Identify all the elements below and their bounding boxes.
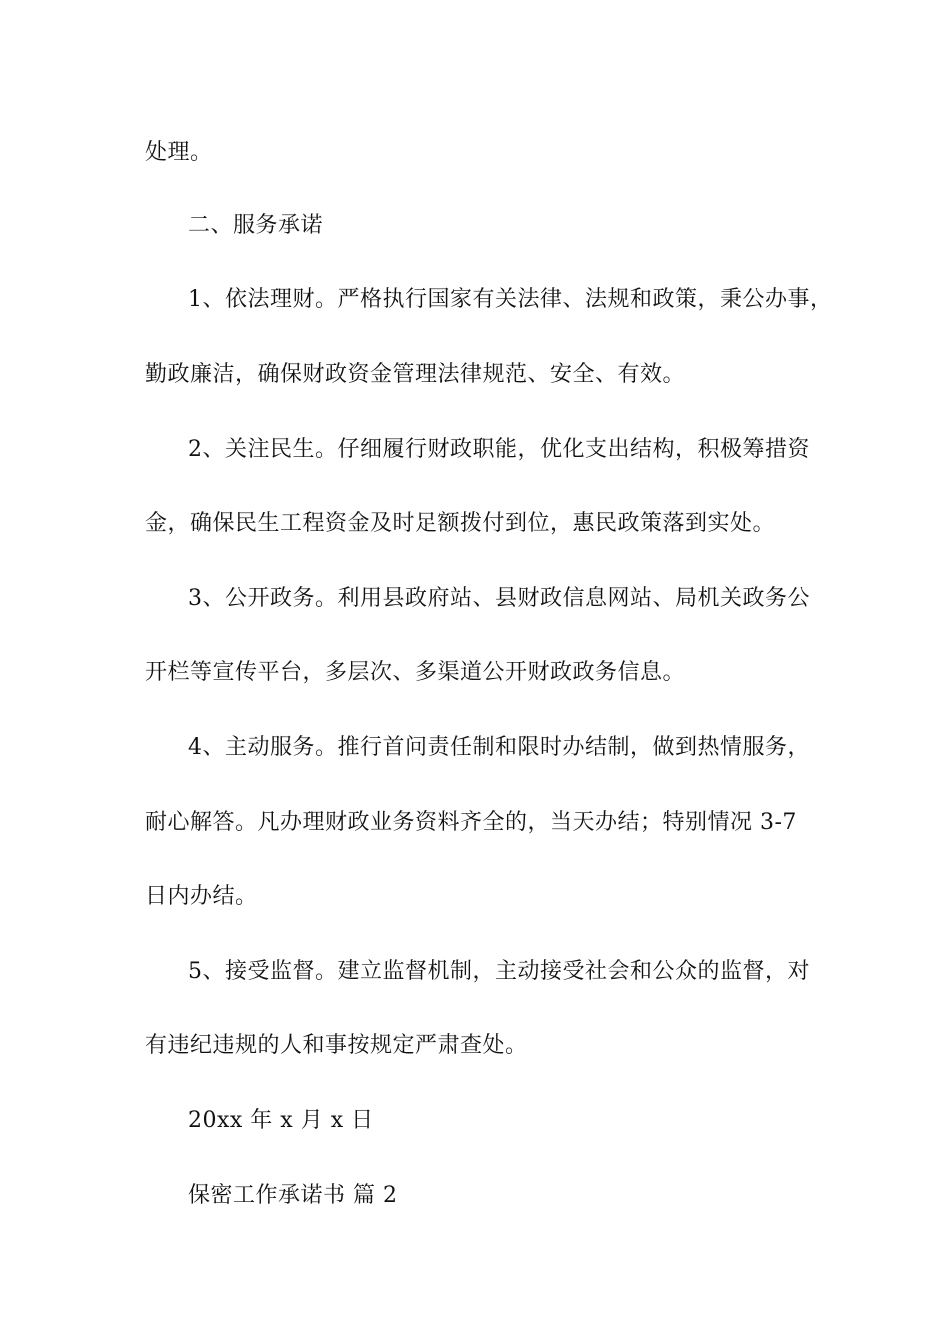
item-2-line-2: 金，确保民生工程资金及时足额拨付到位，惠民政策落到实处。 (145, 511, 776, 536)
item-4-line-3: 日内办结。 (145, 884, 258, 909)
item-4-line-2: 耐心解答。凡办理财政业务资料齐全的，当天办结；特别情况 3-7 (145, 810, 797, 835)
item-1-line-2: 勤政廉洁，确保财政资金管理法律规范、安全、有效。 (145, 362, 686, 387)
item-2-line-1: 2、关注民生。仔细履行财政职能，优化支出结构，积极筹措资 (188, 437, 810, 462)
item-3-line-1: 3、公开政务。利用县政府站、县财政信息网站、局机关政务公 (188, 586, 810, 611)
item-3-line-2: 开栏等宣传平台，多层次、多渠道公开财政政务信息。 (145, 660, 686, 685)
section-heading-service-commitment: 二、服务承诺 (188, 213, 324, 238)
item-5-line-1: 5、接受监督。建立监督机制，主动接受社会和公众的监督，对 (188, 959, 810, 984)
date-line: 20xx 年 x 月 x 日 (188, 1108, 374, 1133)
item-4-line-1: 4、主动服务。推行首问责任制和限时办结制，做到热情服务， (188, 735, 810, 760)
item-5-line-2: 有违纪违规的人和事按规定严肃查处。 (145, 1033, 528, 1058)
paragraph-continuation: 处理。 (145, 140, 213, 165)
next-section-title: 保密工作承诺书 篇 2 (188, 1183, 398, 1208)
item-1-line-1: 1、依法理财。严格执行国家有关法律、法规和政策，秉公办事， (188, 287, 833, 312)
